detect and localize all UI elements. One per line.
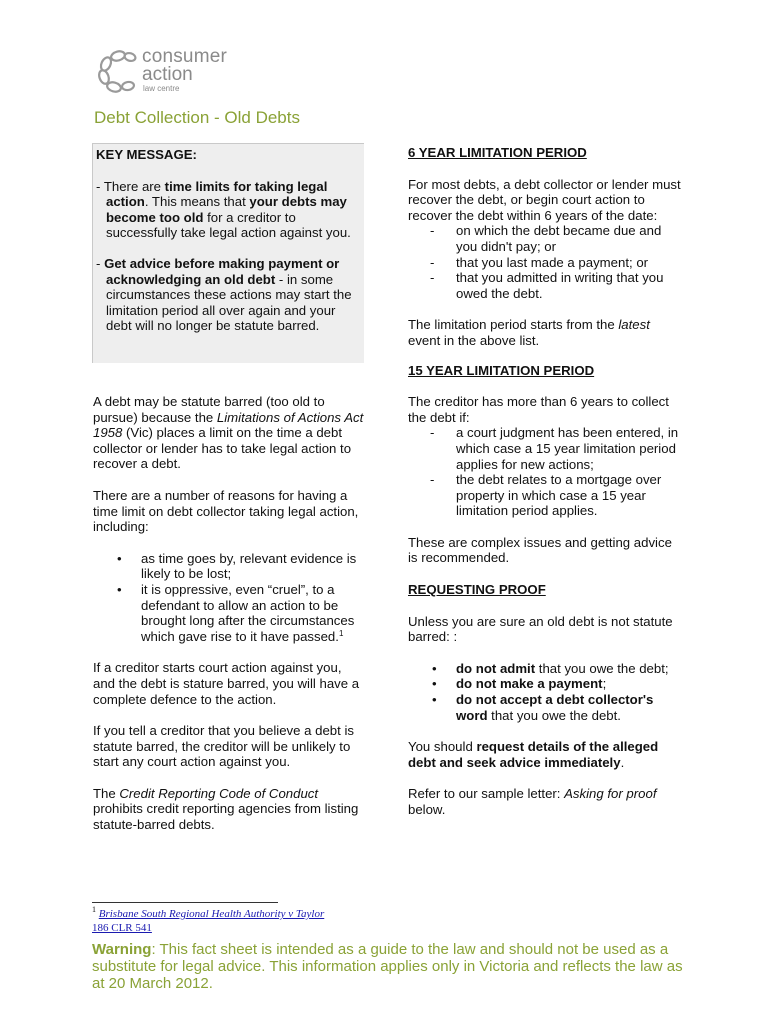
fifteen-year-list [408, 425, 683, 519]
dash-marker: - [430, 472, 435, 488]
seek-advice-paragraph [408, 739, 683, 770]
text-run: The [93, 785, 120, 801]
list-item [93, 582, 365, 644]
requesting-proof-heading: REQUESTING PROOF [408, 582, 546, 598]
right-column [408, 145, 683, 818]
tell-creditor-paragraph: If you tell a creditor that you believe a debt is statute barred, the creditor will be unlikely to start any court action against you. [93, 723, 354, 770]
text-run: that you owe the debt; [535, 660, 669, 676]
footnote [92, 907, 392, 935]
list-item [408, 472, 683, 519]
warning-label: Warning [92, 941, 152, 958]
dash-marker: - [430, 270, 435, 286]
text-run: - in some circumstances these actions may start the limitation period all over again and your debt will no longer be statute barred. [106, 271, 352, 334]
reasons-paragraph: There are a number of reasons for having a time limit on debt collector taking legal action, including: [93, 487, 359, 535]
bold-text: do not admit [456, 660, 536, 676]
bullet-marker: • [432, 692, 437, 708]
requesting-proof-intro: Unless you are sure an old debt is not statute barred: : [408, 613, 673, 645]
complex-issues-note: These are complex issues and getting advice is recommended. [408, 534, 672, 566]
bullet-marker: • [117, 581, 122, 597]
list-item [408, 270, 683, 301]
text-run: Refer to our sample letter: [408, 786, 565, 802]
defence-paragraph: If a creditor starts court action against you, and the debt is stature barred, you will have a complete defence to the action. [93, 660, 360, 707]
proof-list [408, 661, 683, 723]
bold-text: time limits for taking legal action [106, 178, 328, 210]
text-run: ; [602, 676, 607, 692]
sample-letter-paragraph [408, 786, 683, 817]
limitation-start-note [408, 317, 683, 348]
list-item-text: on which the debt became due and you didn't pay; or [456, 223, 662, 254]
text-run: for a creditor to successfully take legal action against you. [106, 209, 351, 241]
list-item [408, 676, 683, 692]
list-item-text: as time goes by, relevant evidence is likely to be lost; [141, 550, 357, 582]
dash-marker: - [430, 223, 435, 239]
list-item-text: that you last made a payment; or [456, 254, 649, 270]
fifteen-year-heading: 15 YEAR LIMITATION PERIOD [408, 362, 595, 378]
bold-text: do not make a payment [456, 676, 603, 692]
chain-links-logo-icon [96, 48, 142, 94]
list-item [93, 551, 365, 582]
list-item [408, 692, 683, 723]
bullet-marker: • [432, 660, 437, 676]
text-run: You should [408, 739, 477, 755]
list-item-text: it is oppressive, even “cruel”, to a defendant to allow an action to be brought long after the circumstances which gave rise to it have passed. [141, 581, 355, 644]
bold-text: Get advice before making payment or acknowledging an old debt [104, 255, 340, 287]
text-run: prohibits credit reporting agencies from listing statute-barred debts. [93, 801, 359, 833]
left-column [93, 394, 365, 833]
statute-barred-paragraph [93, 394, 365, 472]
text-run: The limitation period starts from the [408, 317, 619, 333]
dash-marker: - [430, 254, 435, 270]
dash-marker: - [96, 178, 104, 194]
six-year-list [408, 223, 683, 301]
list-item-text: the debt relates to a mortgage over property in which case a 15 year limitation period applies. [456, 472, 662, 519]
text-run: (Vic) places a limit on the time a debt collector or lender has to take legal action to recover a debt. [93, 425, 352, 472]
italic-text: latest [618, 317, 650, 333]
legal-warning [92, 941, 692, 992]
bullet-marker: • [432, 676, 437, 692]
list-item [408, 255, 683, 271]
list-item [408, 661, 683, 677]
warning-text: : This fact sheet is intended as a guide to the law and should not be used as a substitute for legal advice. This information applies only in Victoria and reflects the law as at 20 March 2012. [92, 941, 683, 992]
act-title: Limitations of Actions Act 1958 [93, 409, 364, 441]
bold-text: request details of the alleged debt and seek advice immediately [408, 739, 659, 770]
page-title: Debt Collection - Old Debts [94, 108, 300, 127]
text-run: that you owe the debt. [487, 707, 621, 723]
text-run: below. [408, 802, 446, 817]
consumer-action-logo [96, 46, 256, 96]
footnote-citation-link[interactable]: 186 CLR 541 [92, 922, 152, 934]
bullet-marker: • [117, 550, 122, 566]
text-run: A debt may be statute barred (too old to pursue) because the [93, 394, 325, 425]
list-item-text: that you admitted in writing that you owed the debt. [456, 270, 664, 301]
key-message-item [96, 179, 364, 241]
footnote-ref: 1 [338, 628, 344, 638]
six-year-intro: For most debts, a debt collector or lender must recover the debt, or begin court action to recover the debt within 6 years of the date: [408, 176, 681, 223]
list-item [408, 223, 683, 254]
reasons-list [93, 551, 365, 645]
footnote-mark: 1 [92, 905, 96, 914]
key-message-item [96, 256, 364, 334]
fifteen-year-intro: The creditor has more than 6 years to collect the debt if: [408, 394, 669, 425]
text-run: . This means that [144, 194, 250, 210]
list-item [408, 425, 683, 472]
text-run: . [620, 754, 625, 770]
code-title: Credit Reporting Code of Conduct [119, 785, 319, 801]
key-message-heading: KEY MESSAGE: [96, 147, 197, 162]
text-run: There are [103, 178, 165, 194]
logo-line-consumer: consumer [142, 46, 228, 67]
logo-wordmark [142, 47, 227, 93]
six-year-heading: 6 YEAR LIMITATION PERIOD [408, 145, 587, 160]
logo-line-action: action [142, 64, 193, 85]
logo-line-law-centre: law centre [143, 84, 180, 93]
list-item-text: a court judgment has been entered, in which case a 15 year limitation period applies for new actions; [456, 425, 679, 472]
bold-text: your debts may become too old [106, 194, 347, 225]
credit-reporting-paragraph [93, 786, 365, 833]
key-message-box [92, 143, 364, 363]
footnote-divider [92, 902, 278, 903]
text-run: event in the above list. [408, 332, 540, 348]
bold-text: do not accept a debt collector's word [456, 692, 654, 723]
dash-marker: - [96, 255, 105, 271]
dash-marker: - [430, 425, 435, 441]
footnote-case-link[interactable]: Brisbane South Regional Health Authority v Taylor [98, 908, 325, 920]
sample-letter-title: Asking for proof [564, 786, 657, 802]
